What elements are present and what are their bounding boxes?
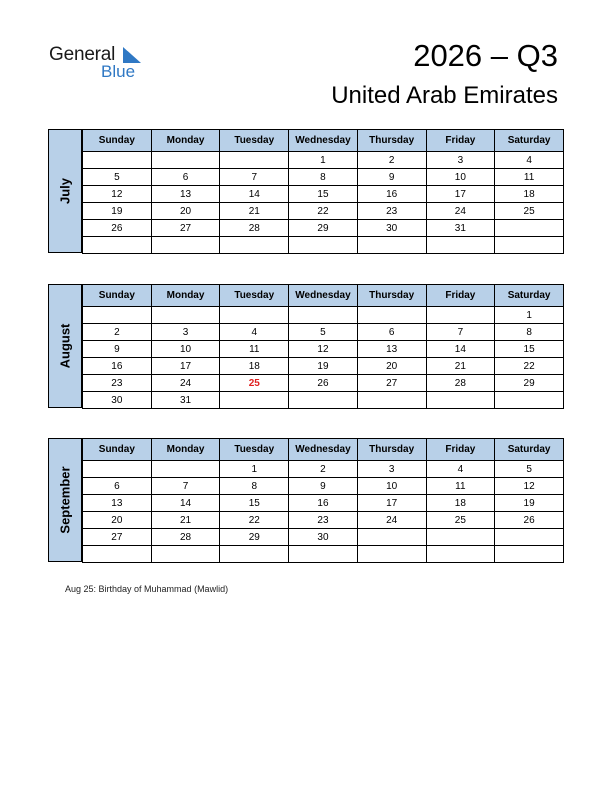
day-cell <box>426 546 495 563</box>
weekday-header: Saturday <box>495 285 564 307</box>
day-cell: 29 <box>495 375 564 392</box>
month-block-september <box>48 438 564 562</box>
day-cell: 15 <box>495 341 564 358</box>
day-cell: 13 <box>151 186 220 203</box>
weekday-header: Tuesday <box>220 285 289 307</box>
weekday-header: Friday <box>426 439 495 461</box>
day-cell <box>357 546 426 563</box>
day-cell: 12 <box>495 478 564 495</box>
weekday-header: Monday <box>151 439 220 461</box>
week-row <box>83 186 564 203</box>
day-cell: 1 <box>220 461 289 478</box>
day-cell <box>495 546 564 563</box>
day-cell: 19 <box>289 358 358 375</box>
month-label-bar <box>48 129 82 253</box>
week-row <box>83 375 564 392</box>
day-cell: 11 <box>495 169 564 186</box>
day-cell: 26 <box>289 375 358 392</box>
day-cell: 21 <box>426 358 495 375</box>
weekday-header: Sunday <box>83 130 152 152</box>
day-cell: 14 <box>151 495 220 512</box>
day-cell: 29 <box>289 220 358 237</box>
day-cell: 19 <box>83 203 152 220</box>
day-cell <box>357 307 426 324</box>
day-cell: 9 <box>357 169 426 186</box>
day-cell: 24 <box>151 375 220 392</box>
weekday-header: Thursday <box>357 285 426 307</box>
weekday-header-row <box>83 285 564 307</box>
day-cell: 21 <box>151 512 220 529</box>
day-cell: 30 <box>357 220 426 237</box>
day-cell: 1 <box>289 152 358 169</box>
day-cell <box>83 237 152 254</box>
day-cell: 18 <box>220 358 289 375</box>
weekday-header: Monday <box>151 285 220 307</box>
logo-general-text: General <box>49 44 116 65</box>
week-row <box>83 358 564 375</box>
weekday-header-row <box>83 439 564 461</box>
day-cell: 22 <box>220 512 289 529</box>
week-row <box>83 392 564 409</box>
day-cell: 24 <box>426 203 495 220</box>
day-cell: 5 <box>495 461 564 478</box>
day-cell <box>83 307 152 324</box>
day-cell <box>151 546 220 563</box>
day-cell: 19 <box>495 495 564 512</box>
holiday-note: Aug 25: Birthday of Muhammad (Mawlid) <box>65 584 229 594</box>
day-cell <box>220 392 289 409</box>
day-cell: 5 <box>289 324 358 341</box>
day-cell: 28 <box>426 375 495 392</box>
day-cell <box>495 529 564 546</box>
month-name: September <box>57 466 73 534</box>
day-cell: 28 <box>220 220 289 237</box>
weekday-header: Saturday <box>495 439 564 461</box>
day-cell <box>289 237 358 254</box>
weekday-header-row <box>83 130 564 152</box>
day-cell: 13 <box>357 341 426 358</box>
week-row <box>83 461 564 478</box>
week-row <box>83 169 564 186</box>
day-cell <box>426 392 495 409</box>
week-row <box>83 512 564 529</box>
day-cell: 26 <box>495 512 564 529</box>
day-cell: 22 <box>289 203 358 220</box>
weekday-header: Friday <box>426 130 495 152</box>
day-cell: 2 <box>357 152 426 169</box>
day-cell: 11 <box>426 478 495 495</box>
weekday-header: Wednesday <box>289 285 358 307</box>
week-row <box>83 324 564 341</box>
week-row <box>83 495 564 512</box>
month-name: July <box>57 177 73 205</box>
day-cell <box>151 461 220 478</box>
day-cell <box>289 307 358 324</box>
day-cell: 13 <box>83 495 152 512</box>
day-cell: 10 <box>426 169 495 186</box>
week-row <box>83 237 564 254</box>
weekday-header: Monday <box>151 130 220 152</box>
week-row <box>83 478 564 495</box>
day-cell <box>357 392 426 409</box>
day-cell: 11 <box>220 341 289 358</box>
day-cell: 27 <box>83 529 152 546</box>
day-cell: 16 <box>357 186 426 203</box>
weekday-header: Sunday <box>83 439 152 461</box>
day-cell <box>220 307 289 324</box>
day-cell: 7 <box>220 169 289 186</box>
day-cell: 4 <box>220 324 289 341</box>
day-cell <box>83 546 152 563</box>
month-block-august <box>48 284 564 408</box>
day-cell: 3 <box>357 461 426 478</box>
day-cell <box>289 546 358 563</box>
day-cell <box>357 237 426 254</box>
day-cell <box>426 529 495 546</box>
day-cell: 23 <box>357 203 426 220</box>
day-cell: 9 <box>83 341 152 358</box>
day-cell: 26 <box>83 220 152 237</box>
day-cell: 6 <box>357 324 426 341</box>
country-title: United Arab Emirates <box>331 82 558 109</box>
day-cell: 12 <box>289 341 358 358</box>
weekday-header: Friday <box>426 285 495 307</box>
day-cell: 2 <box>83 324 152 341</box>
day-cell: 3 <box>151 324 220 341</box>
weekday-header: Tuesday <box>220 439 289 461</box>
day-cell: 9 <box>289 478 358 495</box>
day-cell: 24 <box>357 512 426 529</box>
day-cell <box>83 461 152 478</box>
day-cell: 28 <box>151 529 220 546</box>
day-cell: 27 <box>151 220 220 237</box>
day-cell: 29 <box>220 529 289 546</box>
day-cell: 5 <box>83 169 152 186</box>
day-cell: 16 <box>83 358 152 375</box>
day-cell: 23 <box>289 512 358 529</box>
month-grid <box>82 284 564 409</box>
day-cell: 12 <box>83 186 152 203</box>
day-cell: 10 <box>151 341 220 358</box>
week-row <box>83 220 564 237</box>
day-cell: 17 <box>151 358 220 375</box>
day-cell: 4 <box>426 461 495 478</box>
month-block-july <box>48 129 564 253</box>
month-label-bar <box>48 438 82 562</box>
day-cell <box>357 529 426 546</box>
day-cell: 22 <box>495 358 564 375</box>
logo-triangle-icon <box>123 47 141 63</box>
day-cell: 20 <box>83 512 152 529</box>
week-row <box>83 203 564 220</box>
day-cell: 6 <box>151 169 220 186</box>
day-cell <box>426 307 495 324</box>
month-grid <box>82 129 564 254</box>
day-cell <box>495 237 564 254</box>
day-cell: 8 <box>220 478 289 495</box>
day-cell: 10 <box>357 478 426 495</box>
day-cell <box>83 152 152 169</box>
day-cell: 17 <box>357 495 426 512</box>
weekday-header: Wednesday <box>289 439 358 461</box>
day-cell: 25 <box>495 203 564 220</box>
day-cell <box>495 392 564 409</box>
holiday-day-cell: 25 <box>220 375 289 392</box>
weekday-header: Wednesday <box>289 130 358 152</box>
day-cell: 8 <box>495 324 564 341</box>
day-cell: 15 <box>220 495 289 512</box>
week-row <box>83 341 564 358</box>
day-cell: 15 <box>289 186 358 203</box>
day-cell <box>220 546 289 563</box>
day-cell: 16 <box>289 495 358 512</box>
day-cell: 8 <box>289 169 358 186</box>
weekday-header: Thursday <box>357 130 426 152</box>
day-cell <box>151 237 220 254</box>
day-cell <box>495 220 564 237</box>
day-cell: 18 <box>426 495 495 512</box>
day-cell: 3 <box>426 152 495 169</box>
day-cell: 2 <box>289 461 358 478</box>
day-cell: 14 <box>220 186 289 203</box>
day-cell: 7 <box>151 478 220 495</box>
day-cell: 17 <box>426 186 495 203</box>
week-row <box>83 546 564 563</box>
day-cell: 7 <box>426 324 495 341</box>
day-cell <box>220 237 289 254</box>
month-name: August <box>57 323 73 369</box>
weekday-header: Sunday <box>83 285 152 307</box>
day-cell <box>289 392 358 409</box>
day-cell: 4 <box>495 152 564 169</box>
day-cell: 20 <box>357 358 426 375</box>
logo-blue-text: Blue <box>101 62 136 81</box>
page-title: 2026 – Q3 <box>413 38 558 73</box>
day-cell: 30 <box>83 392 152 409</box>
day-cell: 30 <box>289 529 358 546</box>
day-cell: 23 <box>83 375 152 392</box>
month-grid <box>82 438 564 563</box>
day-cell: 18 <box>495 186 564 203</box>
weekday-header: Tuesday <box>220 130 289 152</box>
month-label-bar <box>48 284 82 408</box>
generalblue-logo <box>49 44 159 84</box>
day-cell: 20 <box>151 203 220 220</box>
day-cell: 14 <box>426 341 495 358</box>
day-cell: 27 <box>357 375 426 392</box>
week-row <box>83 529 564 546</box>
day-cell: 31 <box>426 220 495 237</box>
day-cell: 31 <box>151 392 220 409</box>
weekday-header: Thursday <box>357 439 426 461</box>
day-cell <box>151 307 220 324</box>
weekday-header: Saturday <box>495 130 564 152</box>
week-row <box>83 152 564 169</box>
day-cell: 21 <box>220 203 289 220</box>
week-row <box>83 307 564 324</box>
day-cell: 25 <box>426 512 495 529</box>
day-cell <box>426 237 495 254</box>
day-cell: 6 <box>83 478 152 495</box>
day-cell <box>151 152 220 169</box>
day-cell <box>220 152 289 169</box>
day-cell: 1 <box>495 307 564 324</box>
